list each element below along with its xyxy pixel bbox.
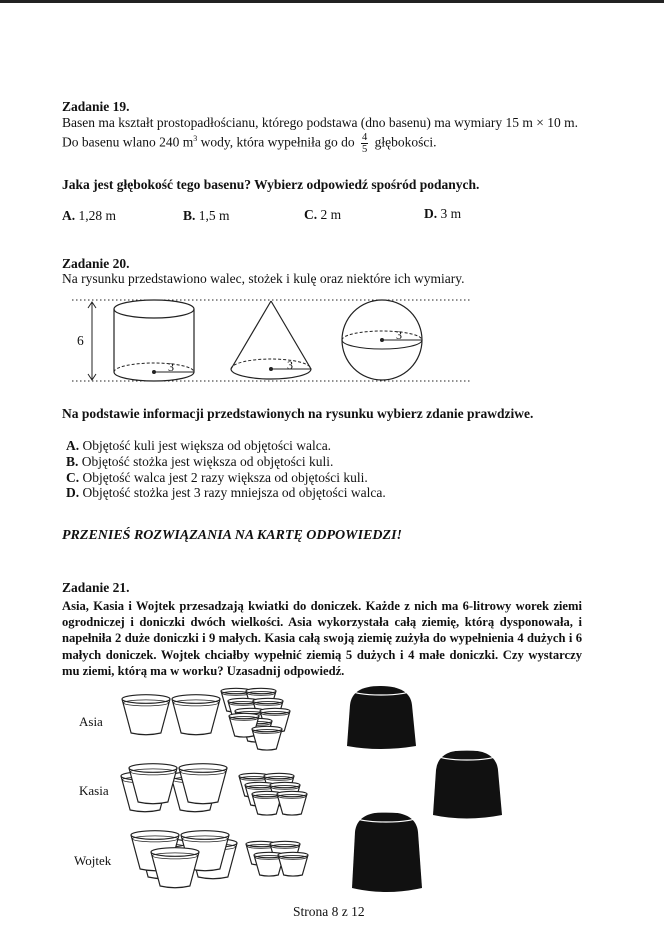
fraction-numerator: 4	[361, 132, 368, 143]
task-19-line2-pre: Do basenu wlano 240 m	[62, 134, 194, 150]
task-19-line1: Basen ma kształt prostopadłościanu, którego podstawa (dno basenu) ma wymiary 15 m × 10 m.	[62, 115, 579, 130]
small-pot-kasia-6	[277, 791, 307, 815]
fraction-denominator: 5	[361, 144, 368, 155]
task-19-option-b: B. 1,5 m	[183, 208, 230, 223]
cone-radius-label: 3	[287, 358, 293, 372]
large-pot-wojtek-5	[151, 848, 199, 888]
row-label-wojtek: Wojtek	[74, 853, 112, 868]
superscript-3: 3	[193, 134, 198, 144]
task-19-title: Zadanie 19.	[62, 99, 130, 114]
task-19-line2-post: głębokości.	[371, 134, 437, 150]
task-21-title: Zadanie 21.	[62, 580, 130, 595]
task-20-option-c: C. Objętość walca jest 2 razy większa od objętości kuli.	[66, 470, 368, 485]
task-19-question: Jaka jest głębokość tego basenu? Wybierz odpowiedź spośród podanych.	[62, 177, 480, 192]
page-footer: Strona 8 z 12	[293, 904, 365, 919]
task-20-question: Na podstawie informacji przedstawionych na rysunku wybierz zdanie prawdziwe.	[62, 406, 534, 421]
task-20-option-b: B. Objętość stożka jest większa od objętości kuli.	[66, 454, 334, 469]
small-pot-wojtek-4	[278, 852, 308, 876]
task-19-line2-mid: wody, która wypełniła go do	[197, 134, 358, 150]
row-label-kasia: Kasia	[79, 783, 109, 798]
large-pot-asia-1	[122, 695, 170, 735]
task-20-title: Zadanie 20.	[62, 256, 130, 271]
task-20-intro: Na rysunku przedstawiono walec, stożek i kulę oraz niektóre ich wymiary.	[62, 271, 465, 286]
transfer-answers-notice: PRZENIEŚ ROZWIĄZANIA NA KARTĘ ODPOWIEDZI!	[62, 528, 402, 543]
large-pot-asia-2	[172, 695, 220, 735]
height-label: 6	[77, 333, 84, 348]
row-label-asia: Asia	[79, 714, 103, 729]
task-21-body: Asia, Kasia i Wojtek przesadzają kwiatki do doniczek. Każde z nich ma 6-litrowy worek ziemi ogrodniczej i doniczki dwóch wielkości. Asia wykorzystała całą ziemię, którą dysponowała, i napełniła 2 duże doniczki i 9 małych. Kasia całą swoją ziemię zużyła do wypełnienia 4 dużych i 6 małych doniczek. Wojtek chciałby wypełnić ziemią 5 dużych i 4 małe doniczki. Czy wystarczy mu ziemi, którą ma w worku? Uzasadnij odpowiedź.	[62, 599, 582, 678]
task-20-option-a: A. Objętość kuli jest większa od objętości walca.	[66, 438, 332, 453]
task-19-option-d: D. 3 m	[424, 206, 462, 221]
task-19-option-c: C. 2 m	[304, 207, 342, 222]
small-pot-asia-9	[252, 726, 282, 750]
cylinder-radius-label: 3	[168, 360, 174, 374]
task-19-option-a: A. 1,28 m	[62, 208, 117, 223]
sphere-radius-label: 3	[396, 328, 402, 342]
task-20-option-d: D. Objętość stożka jest 3 razy mniejsza od objętości walca.	[66, 485, 386, 500]
